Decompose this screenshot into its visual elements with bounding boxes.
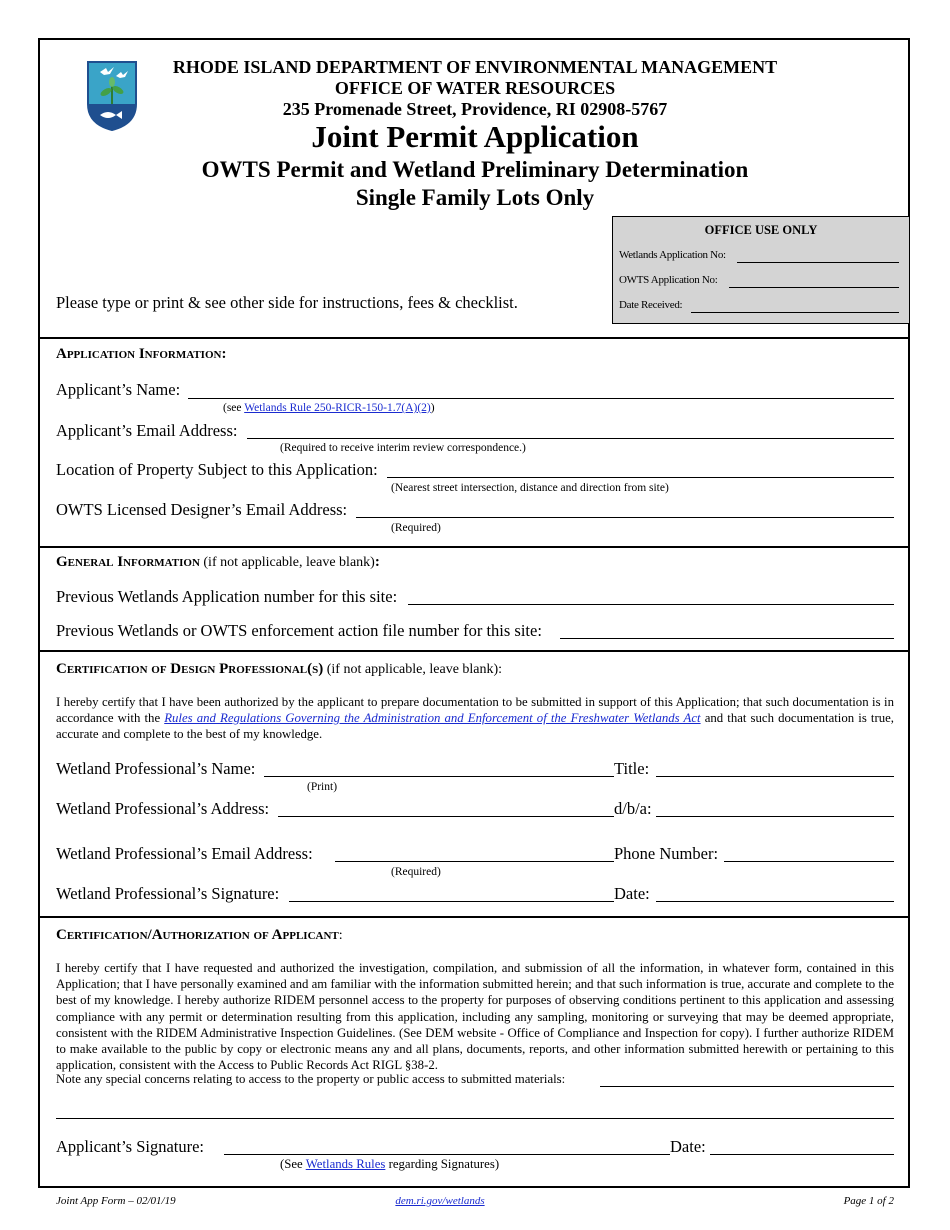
office-name: OFFICE OF WATER RESOURCES bbox=[334, 78, 616, 98]
applicant-date-label: Date: bbox=[670, 1137, 706, 1156]
wetlands-rule-link[interactable]: Wetlands Rule 250-RICR-150-1.7(A)(2) bbox=[244, 402, 431, 414]
owts-app-no-field[interactable] bbox=[729, 287, 899, 288]
applicant-cert-heading: Certification/Authorization of Applicant: bbox=[56, 927, 343, 943]
wetlands-rules-link[interactable]: Wetlands Rules bbox=[305, 1157, 386, 1171]
designer-email-note: (Required) bbox=[391, 522, 441, 534]
designer-email-field[interactable] bbox=[356, 517, 894, 518]
date-received-label: Date Received: bbox=[619, 299, 683, 311]
footer-center bbox=[0, 1195, 880, 1207]
wp-email-field[interactable] bbox=[335, 861, 614, 862]
special-concerns-label: Note any special concerns relating to access to the property or public access to submitted materials: bbox=[56, 1072, 566, 1086]
dem-website-link[interactable]: dem.ri.gov/wetlands bbox=[395, 1195, 485, 1207]
wp-name-label: Wetland Professional’s Name: bbox=[56, 759, 256, 778]
property-location-label: Location of Property Subject to this Application: bbox=[56, 460, 378, 479]
applicant-signature-label: Applicant’s Signature: bbox=[56, 1137, 205, 1156]
wetlands-app-no-field[interactable] bbox=[737, 262, 899, 263]
form-version: Joint App Form – 02/01/19 bbox=[56, 1195, 176, 1207]
applicant-date-field[interactable] bbox=[710, 1154, 894, 1155]
prev-enforcement-label: Previous Wetlands or OWTS enforcement action file number for this site: bbox=[56, 621, 542, 640]
signature-note: (See Wetlands Rules regarding Signatures) bbox=[280, 1157, 500, 1171]
prev-wetlands-field[interactable] bbox=[408, 604, 894, 605]
section-divider bbox=[38, 337, 910, 339]
section-divider bbox=[38, 916, 910, 918]
applicant-cert-text: I hereby certify that I have requested and authorized the investigation, compilation, and submission of all the information, in whatever form, contained in this Application; that I have personally examined and am familiar with the information submitted herein; and that such information is true, accurate and complete to the best of my knowledge. I hereby authorize RIDEM personnel access to the property for purposes of observing conditions pertinent to this application and assessing compliance with any permit or determination resulting from this application, including any sampling, monitoring or surveying that may be deemed appropriate, consistent with the RIDEM Administrative Inspection Guidelines. (See DEM website - Office of Compliance and Inspection for copy). I further authorize RIDEM to make available to the public by copy or electronic means any and all plans, documents, reports, and other information submitted herewith or pertaining to this application, consistent with the Access to Public Records Act RIGL §38-2. bbox=[56, 961, 894, 1073]
wp-address-label: Wetland Professional’s Address: bbox=[56, 799, 270, 818]
applicant-name-label: Applicant’s Name: bbox=[56, 380, 181, 399]
property-location-note: (Nearest street intersection, distance and direction from site) bbox=[391, 482, 669, 494]
page-number: Page 1 of 2 bbox=[843, 1195, 894, 1207]
wp-date-field[interactable] bbox=[656, 901, 894, 902]
wp-title-field[interactable] bbox=[656, 776, 894, 777]
wp-phone-field[interactable] bbox=[724, 861, 894, 862]
page-subtitle: OWTS Permit and Wetland Preliminary Determination bbox=[201, 157, 749, 182]
wp-email-note: (Required) bbox=[391, 866, 441, 878]
wp-phone-label: Phone Number: bbox=[614, 844, 719, 863]
wp-signature-label: Wetland Professional’s Signature: bbox=[56, 884, 280, 903]
special-concerns-field-line2[interactable] bbox=[56, 1118, 894, 1119]
office-use-title: OFFICE USE ONLY bbox=[704, 223, 818, 237]
special-concerns-field[interactable] bbox=[600, 1086, 894, 1087]
designer-email-label: OWTS Licensed Designer’s Email Address: bbox=[56, 500, 348, 519]
page-subtitle-2: Single Family Lots Only bbox=[355, 185, 595, 210]
wp-date-label: Date: bbox=[614, 884, 650, 903]
dept-name: RHODE ISLAND DEPARTMENT OF ENVIRONMENTAL MANAGEMENT bbox=[172, 57, 778, 77]
prev-wetlands-label: Previous Wetlands Application number for this site: bbox=[56, 587, 398, 606]
wp-name-field[interactable] bbox=[264, 776, 614, 777]
date-received-field[interactable] bbox=[691, 312, 899, 313]
office-use-box bbox=[612, 216, 910, 324]
wp-address-field[interactable] bbox=[278, 816, 614, 817]
general-info-heading: General Information (if not applicable, leave blank): bbox=[56, 554, 380, 570]
applicant-name-field[interactable] bbox=[188, 398, 894, 399]
wp-signature-field[interactable] bbox=[289, 901, 614, 902]
design-cert-text: I hereby certify that I have been authorized by the applicant to prepare documentation to be submitted in support of this Application; that such documentation is in accordance with the Rules and Regulations Governing the Administration and Enforcement of the Freshwater Wetlands Act and that such documentation is true, accurate and complete to the best of my knowledge. bbox=[56, 695, 894, 742]
page-title: Joint Permit Application bbox=[311, 119, 639, 154]
wp-dba-field[interactable] bbox=[656, 816, 894, 817]
wp-email-label: Wetland Professional’s Email Address: bbox=[56, 844, 313, 863]
application-info-heading: Application Information: bbox=[56, 346, 227, 362]
applicant-email-note: (Required to receive interim review correspondence.) bbox=[280, 442, 526, 454]
instructions-text: Please type or print & see other side for instructions, fees & checklist. bbox=[56, 293, 518, 312]
applicant-email-field[interactable] bbox=[247, 438, 894, 439]
wp-dba-label: d/b/a: bbox=[614, 799, 652, 818]
applicant-signature-field[interactable] bbox=[224, 1154, 670, 1155]
section-divider bbox=[38, 546, 910, 548]
wp-title-label: Title: bbox=[614, 759, 650, 778]
owts-app-no-label: OWTS Application No: bbox=[619, 274, 718, 286]
office-address: 235 Promenade Street, Providence, RI 02908-5767 bbox=[282, 99, 668, 119]
section-divider bbox=[38, 650, 910, 652]
wetlands-app-no-label: Wetlands Application No: bbox=[619, 249, 726, 261]
prev-enforcement-field[interactable] bbox=[560, 638, 894, 639]
property-location-field[interactable] bbox=[387, 477, 894, 478]
applicant-name-note: (see Wetlands Rule 250-RICR-150-1.7(A)(2)) bbox=[223, 402, 435, 414]
freshwater-wetlands-rules-link[interactable]: Rules and Regulations Governing the Administration and Enforcement of the Freshwater Wetlands Act bbox=[164, 711, 701, 726]
design-cert-heading: Certification of Design Professional(s) (if not applicable, leave blank): bbox=[56, 661, 503, 677]
wp-name-note: (Print) bbox=[307, 781, 338, 793]
applicant-email-label: Applicant’s Email Address: bbox=[56, 421, 238, 440]
